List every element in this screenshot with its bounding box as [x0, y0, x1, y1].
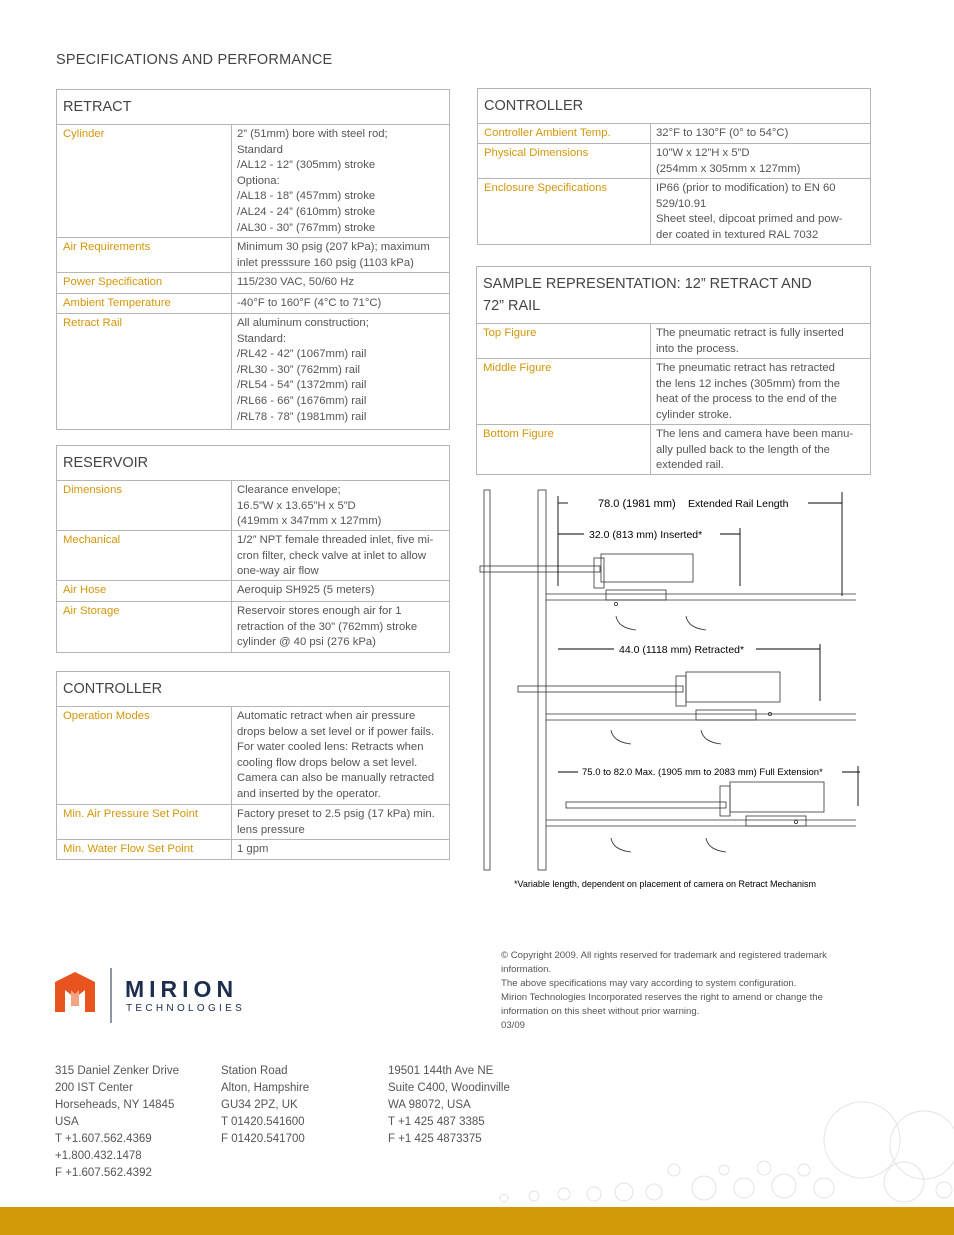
controller-table-right — [477, 88, 871, 245]
dim-extended-value: 78.0 (1981 mm) — [598, 498, 676, 510]
controller-title: CONTROLLER — [478, 89, 870, 124]
row-value: Clearance envelope; 16.5”W x 13.65”H x 5”D (419mm x 347mm x 127mm) — [237, 484, 382, 528]
dim-extended-label: Extended Rail Length — [688, 498, 789, 510]
row-key: Top Figure — [477, 324, 651, 358]
row-value: 10”W x 12”H x 5”D (254mm x 305mm x 127mm) — [656, 147, 801, 175]
address-us: 315 Daniel Zenker Drive 200 IST Center Horseheads, NY 14845 USA T +1.607.562.4369 +1.800.432.1478 F +1.607.562.4392 — [55, 1065, 180, 1179]
row-key: Power Specification — [57, 273, 232, 293]
row-value: The pneumatic retract has retracted the lens 12 inches (305mm) from the heat of the process to the end of the cylinder stroke. — [656, 362, 840, 421]
retract-diagram — [476, 486, 870, 892]
row-key: Air Storage — [57, 602, 232, 652]
row-value: All aluminum construction; Standard: /RL42 - 42” (1067mm) rail /RL30 - 30” (762mm) rail /RL54 - 54” (1372mm) rail /RL66 - 66” (1676mm) rail /RL78 - 78” (1981mm) rail — [237, 317, 369, 423]
row-key: Min. Water Flow Set Point — [57, 840, 232, 859]
row-key: Air Hose — [57, 581, 232, 601]
row-key: Controller Ambient Temp. — [478, 124, 651, 143]
row-key: Middle Figure — [477, 359, 651, 424]
row-key: Dimensions — [57, 481, 232, 530]
retract-table — [56, 89, 450, 430]
controller-title: CONTROLLER — [57, 672, 449, 707]
row-value: The pneumatic retract is fully inserted into the process. — [656, 327, 844, 355]
retract-title: RETRACT — [57, 90, 449, 125]
row-value: 2” (51mm) bore with steel rod; Standard /AL12 - 12” (305mm) stroke Optiona: /AL18 - 18” (457mm) stroke /AL24 - 24” (610mm) stroke /AL30 - 30” (767mm) stroke — [237, 128, 388, 234]
process-wall — [484, 490, 490, 870]
row-value: 32°F to 130°F (0° to 54°C) — [656, 127, 789, 139]
table-row — [477, 425, 870, 474]
table-row — [57, 294, 449, 314]
table-row — [478, 144, 870, 179]
row-value: 1 gpm — [237, 843, 269, 855]
address-wa: 19501 144th Ave NE Suite C400, Woodinville WA 98072, USA T +1 425 487 3385 F +1 425 4873375 — [388, 1065, 510, 1145]
row-value: Reservoir stores enough air for 1 retraction of the 30” (762mm) stroke cylinder @ 40 psi (276 kPa) — [237, 605, 418, 649]
table-row — [477, 324, 870, 359]
decorative-bubbles — [484, 1100, 954, 1210]
reservoir-title: RESERVOIR — [57, 446, 449, 481]
diagram-footnote: *Variable length, dependent on placement of camera on Retract Mechanism — [514, 879, 817, 889]
reservoir-table — [56, 445, 450, 653]
row-key: Retract Rail — [57, 314, 232, 429]
dim-full: 75.0 to 82.0 Max. (1905 mm to 2083 mm) Full Extension* — [582, 767, 823, 778]
row-key: Operation Modes — [57, 707, 232, 804]
row-value: Automatic retract when air pressure drops below a set level or if power fails. For water cooled lens: Retracts when cooling flow drops below a set level. Camera can also be manually retracted and inserted by the operator. — [237, 710, 435, 800]
row-key: Ambient Temperature — [57, 294, 232, 313]
sample-table — [476, 266, 871, 475]
copyright-notice: © Copyright 2009. All rights reserved for trademark and registered trademark information. The above specifications may vary according to system configuration. Mirion Technologies Incorporated reserves the right to amend or change the information on this sheet without prior warning. 03/09 — [501, 950, 827, 1031]
table-row — [57, 481, 449, 531]
table-row — [57, 602, 449, 652]
row-key: Min. Air Pressure Set Point — [57, 805, 232, 839]
row-value: Aeroquip SH925 (5 meters) — [237, 584, 375, 596]
table-row — [57, 238, 449, 273]
table-row — [57, 531, 449, 581]
table-row — [477, 359, 870, 425]
table-row — [57, 314, 449, 429]
mirion-logo — [55, 966, 255, 1031]
footer-bar — [0, 1207, 954, 1235]
table-row — [57, 707, 449, 805]
row-key: Bottom Figure — [477, 425, 651, 474]
row-value: Minimum 30 psig (207 kPa); maximum inlet presssure 160 psig (1103 kPa) — [237, 241, 430, 269]
row-key: Cylinder — [57, 125, 232, 237]
row-value: IP66 (prior to modification) to EN 60 529/10.91 Sheet steel, dipcoat primed and pow- der coated in textured RAL 7032 — [656, 182, 843, 241]
row-value: 115/230 VAC, 50/60 Hz — [237, 276, 355, 288]
table-row — [57, 840, 449, 859]
row-key: Air Requirements — [57, 238, 232, 272]
middle-figure — [518, 672, 856, 744]
row-key: Physical Dimensions — [478, 144, 651, 178]
dim-inserted: 32.0 (813 mm) Inserted* — [589, 529, 703, 541]
mounting-plate — [538, 490, 546, 870]
row-value: Factory preset to 2.5 psig (17 kPa) min. lens pressure — [237, 808, 435, 836]
table-row — [57, 125, 449, 238]
controller-table-left — [56, 671, 450, 860]
top-figure — [480, 554, 856, 630]
dim-retracted: 44.0 (1118 mm) Retracted* — [619, 644, 745, 656]
row-key: Mechanical — [57, 531, 232, 580]
row-value: The lens and camera have been manu- ally pulled back to the length of the extended rail. — [656, 428, 854, 472]
page-heading: SPECIFICATIONS AND PERFORMANCE — [56, 52, 333, 68]
sample-title: SAMPLE REPRESENTATION: 12” RETRACT AND 72” RAIL — [477, 267, 870, 324]
table-row — [57, 805, 449, 840]
table-row — [478, 124, 870, 144]
logo-name: MIRION — [125, 976, 239, 1002]
logo-subtitle: TECHNOLOGIES — [126, 1003, 246, 1014]
row-value: 1/2” NPT female threaded inlet, five mi- cron filter, check valve at inlet to allow one-way air flow — [237, 534, 434, 578]
table-row — [478, 179, 870, 244]
table-row — [57, 273, 449, 294]
row-value: -40°F to 160°F (4°C to 71°C) — [237, 297, 382, 309]
row-key: Enclosure Specifications — [478, 179, 651, 244]
table-row — [57, 581, 449, 602]
address-uk: Station Road Alton, Hampshire GU34 2PZ, UK T 01420.541600 F 01420.541700 — [221, 1065, 310, 1145]
bottom-figure — [546, 782, 856, 852]
